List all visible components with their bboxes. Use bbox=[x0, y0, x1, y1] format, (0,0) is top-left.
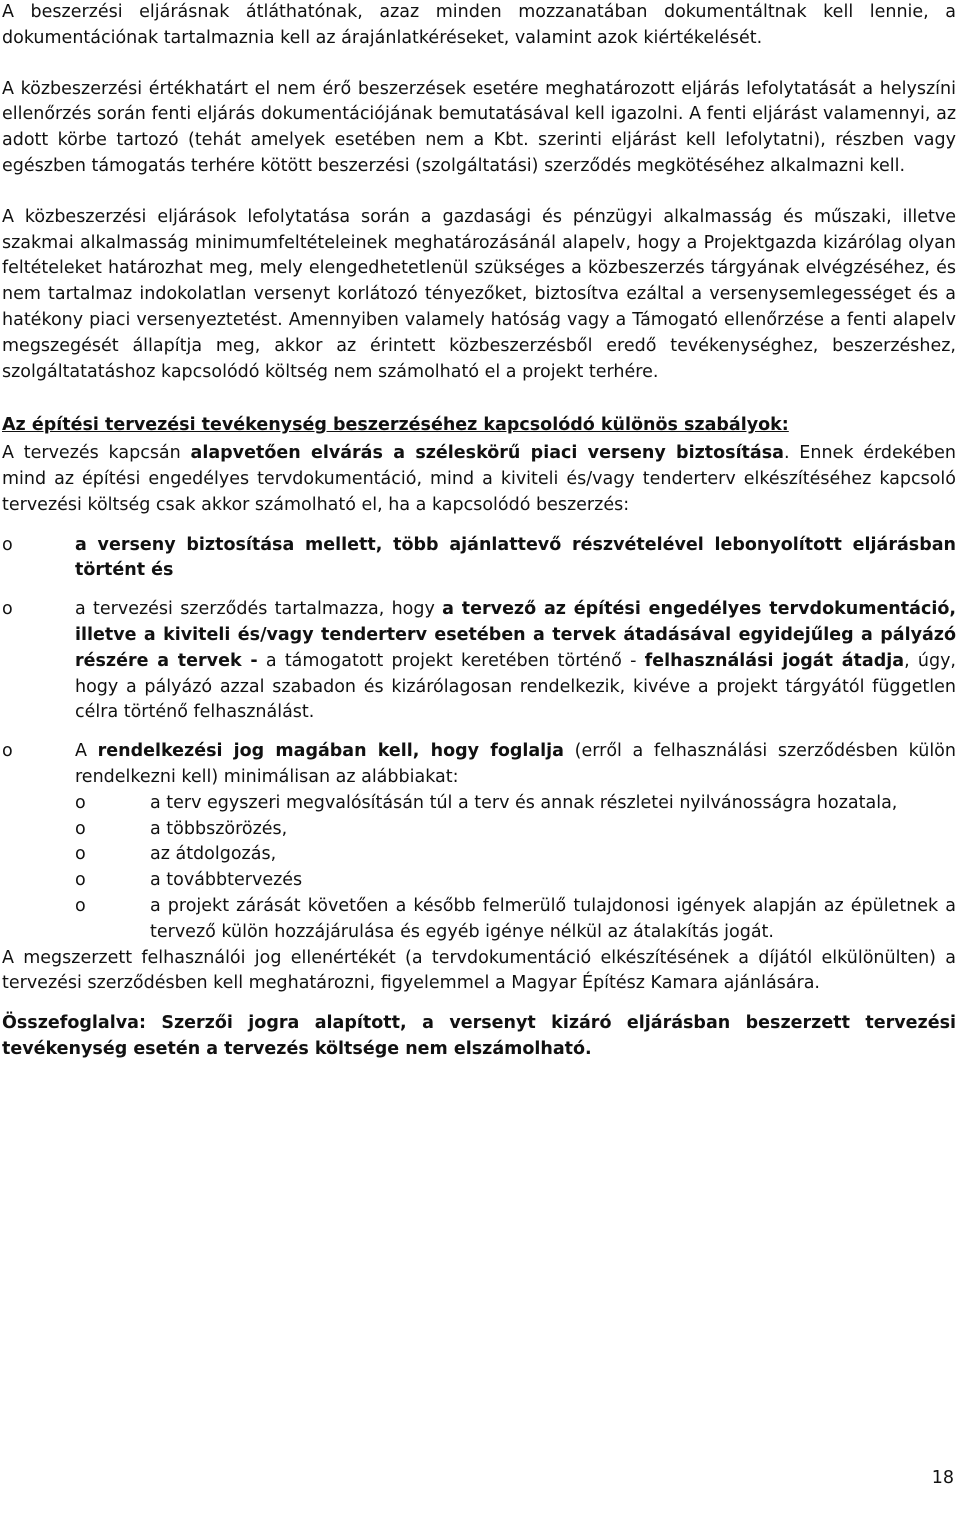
text-span: (erről a felhasználási szerződésben külön rendelkezni kell) minimálisan az alábbiakat: bbox=[75, 741, 956, 787]
sublist-item: o a projekt zárását követően a később felmerülő tulajdonosi igények alapján az épületnek a tervező külön hozzájárulása és egyéb igénye nélkül az átalakítás jogát. bbox=[75, 894, 956, 946]
text-span: a támogatott projekt keretében történő - bbox=[257, 650, 645, 671]
sublist-item: o a többszörözés, bbox=[75, 817, 956, 843]
paragraph-below-threshold: A közbeszerzési értékhatárt el nem érő beszerzések esetére meghatározott eljárás lefolytatását a helyszíni ellenőrzés során fenti eljárás dokumentációjának bemutatásával kell igazolni. A fenti eljárást valamennyi, az adott körbe tartozó (tehát amelyek esetében nem a Kbt. szerinti eljárást kell lefolytatni), részben vagy egészben támogatás terhére kötött beszerzési (szolgáltatási) szerződés megkötéséhez alkalmazni kell. bbox=[2, 78, 956, 176]
summary-paragraph: Összefoglalva: Szerzői jogra alapított, a versenyt kizáró eljárásban beszerzett tervezési tevékenység esetén a tervezés költsége nem elszámolható. bbox=[2, 1013, 956, 1059]
condition-list bbox=[2, 533, 956, 946]
sublist-item: o a terv egyszeri megvalósításán túl a terv és annak részletei nyilvánosságra hozatala, bbox=[75, 791, 956, 817]
bold-text: a verseny biztosítása mellett, több ajánlattevő részvételével lebonyolított eljárásban történt és bbox=[75, 534, 956, 581]
list-item bbox=[2, 597, 956, 726]
page-number: 18 bbox=[931, 1468, 954, 1488]
text-span: , úgy, hogy a pályázó azzal szabadon és kizárólagosan rendelkezik, kivéve a projekt tárgyától független célra történő felhasználást. bbox=[75, 650, 956, 723]
text-span: . Ennek érdekében mind az építési engedélyes tervdokumentáció, mind a kiviteli és/vagy tenderterv elkészítéséhez kapcsoló tervezési költség csak akkor számolható el, ha a kapcsolódó beszerzés: bbox=[2, 443, 956, 515]
bold-text: alapvetően elvárás a széleskörű piaci verseny biztosítása bbox=[190, 443, 784, 464]
paragraph-transparency: A beszerzési eljárásnak átláthatónak, azaz minden mozzanatában dokumentáltnak kell lennie, a dokumentációnak tartalmaznia kell az árajánlatkéréseket, valamint azok kiértékelését. bbox=[2, 2, 956, 48]
bold-text: rendelkezési jog magában kell, hogy foglalja bbox=[97, 741, 564, 762]
text-span: A tervezés kapcsán bbox=[2, 443, 191, 464]
text-span: a tervezési szerződés tartalmazza, hogy bbox=[75, 599, 443, 620]
bold-text: a tervező az építési engedélyes tervdokumentáció, illetve a kiviteli és/vagy tenderterv esetében a tervek átadásával egyidejűleg a pályázó részére a tervek - bbox=[75, 599, 956, 671]
list-item bbox=[2, 533, 956, 585]
paragraph-procurement-principles: A közbeszerzési eljárások lefolytatása során a gazdasági és pénzügyi alkalmasság és műszaki, illetve szakmai alkalmasság minimumfeltételeinek meghatározásánál alapelv, hogy a Projektgazda kizárólag olyan feltételeket határozhat meg, mely elengedhetetlenül szükséges a közbeszerzés tárgyának elvégzéséhez, és nem tartalmaz indokolatlan versenyt korlátozó tényezőket, biztosítva ezáltal a versenysemlegességet és a hatékony piaci versenyeztetést. Amennyiben valamely hatóság vagy a Támogató ellenőrzése a fenti alapelv megszegését állapítja meg, akkor az érintett közbeszerzésből eredő tevékenységhez, beszerzéshez, szolgáltatatáshoz kapcsolódó költség nem számolható el a projekt terhére. bbox=[2, 206, 956, 382]
sublist-item: o a továbbtervezés bbox=[75, 868, 956, 894]
rights-sublist bbox=[75, 791, 956, 946]
list-item bbox=[2, 739, 956, 945]
paragraph-license-fee: A megszerzett felhasználói jog ellenértékét (a tervdokumentáció elkészítésének a díjától elkülönülten) a tervezési szerződésben kell meghatározni, figyelemmel a Magyar Építész Kamara ajánlására. bbox=[2, 947, 956, 994]
sublist-item: o az átdolgozás, bbox=[75, 842, 956, 868]
section-heading: Az építési tervezési tevékenység beszerzéséhez kapcsolódó különös szabályok: bbox=[2, 415, 789, 436]
paragraph-design-rules bbox=[2, 441, 956, 518]
text-span: A bbox=[75, 741, 98, 762]
bold-text: felhasználási jogát átadja bbox=[644, 650, 905, 671]
